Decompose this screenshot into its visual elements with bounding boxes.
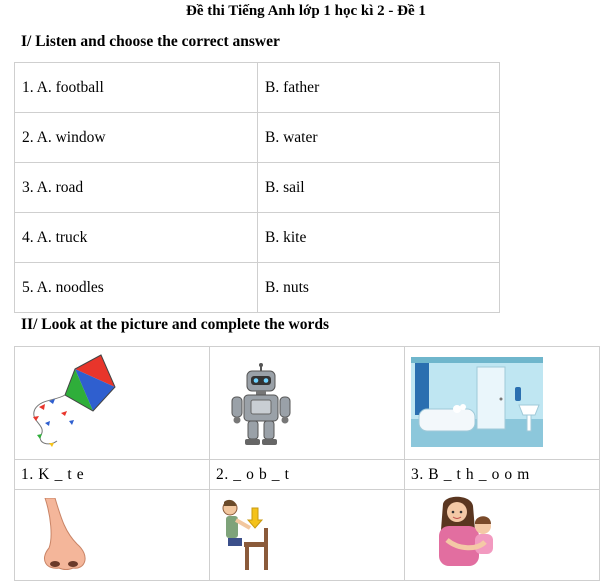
chair-picture [216, 498, 276, 572]
option-b[interactable]: B. father [258, 63, 500, 113]
option-a[interactable]: 2. A. window [15, 113, 258, 163]
table-row [15, 63, 500, 113]
answer-table [14, 62, 500, 313]
table-row [15, 113, 500, 163]
mother-picture [425, 496, 511, 572]
picture-cell [210, 347, 405, 460]
picture-cell [15, 490, 210, 581]
picture-cell [15, 347, 210, 460]
table-row [15, 163, 500, 213]
picture-cell [405, 347, 600, 460]
page-title: Đề thi Tiếng Anh lớp 1 học kì 2 - Đề 1 [186, 3, 426, 19]
option-b[interactable]: B. nuts [258, 263, 500, 313]
word-2-label[interactable]: 2. _ o b _ t [210, 460, 405, 490]
option-b[interactable]: B. kite [258, 213, 500, 263]
robot-picture [228, 363, 294, 447]
picture-table [14, 346, 600, 581]
option-a[interactable]: 5. A. noodles [15, 263, 258, 313]
picture-row [15, 490, 600, 581]
nose-picture [25, 498, 105, 570]
option-a[interactable]: 1. A. football [15, 63, 258, 113]
picture-cell [210, 490, 405, 581]
bathroom-picture [411, 357, 543, 447]
option-a[interactable]: 4. A. truck [15, 213, 258, 263]
option-b[interactable]: B. water [258, 113, 500, 163]
section-2-heading: II/ Look at the picture and complete the words [21, 316, 329, 333]
option-a[interactable]: 3. A. road [15, 163, 258, 213]
word-3-label[interactable]: 3. B _ t h _ o o m [405, 460, 600, 490]
option-b[interactable]: B. sail [258, 163, 500, 213]
word-1-label[interactable]: 1. K _ t e [15, 460, 210, 490]
kite-picture [19, 351, 119, 451]
section-1-heading: I/ Listen and choose the correct answer [21, 33, 280, 50]
table-row [15, 263, 500, 313]
picture-row [15, 347, 600, 460]
label-row [15, 460, 600, 490]
picture-cell [405, 490, 600, 581]
table-row [15, 213, 500, 263]
